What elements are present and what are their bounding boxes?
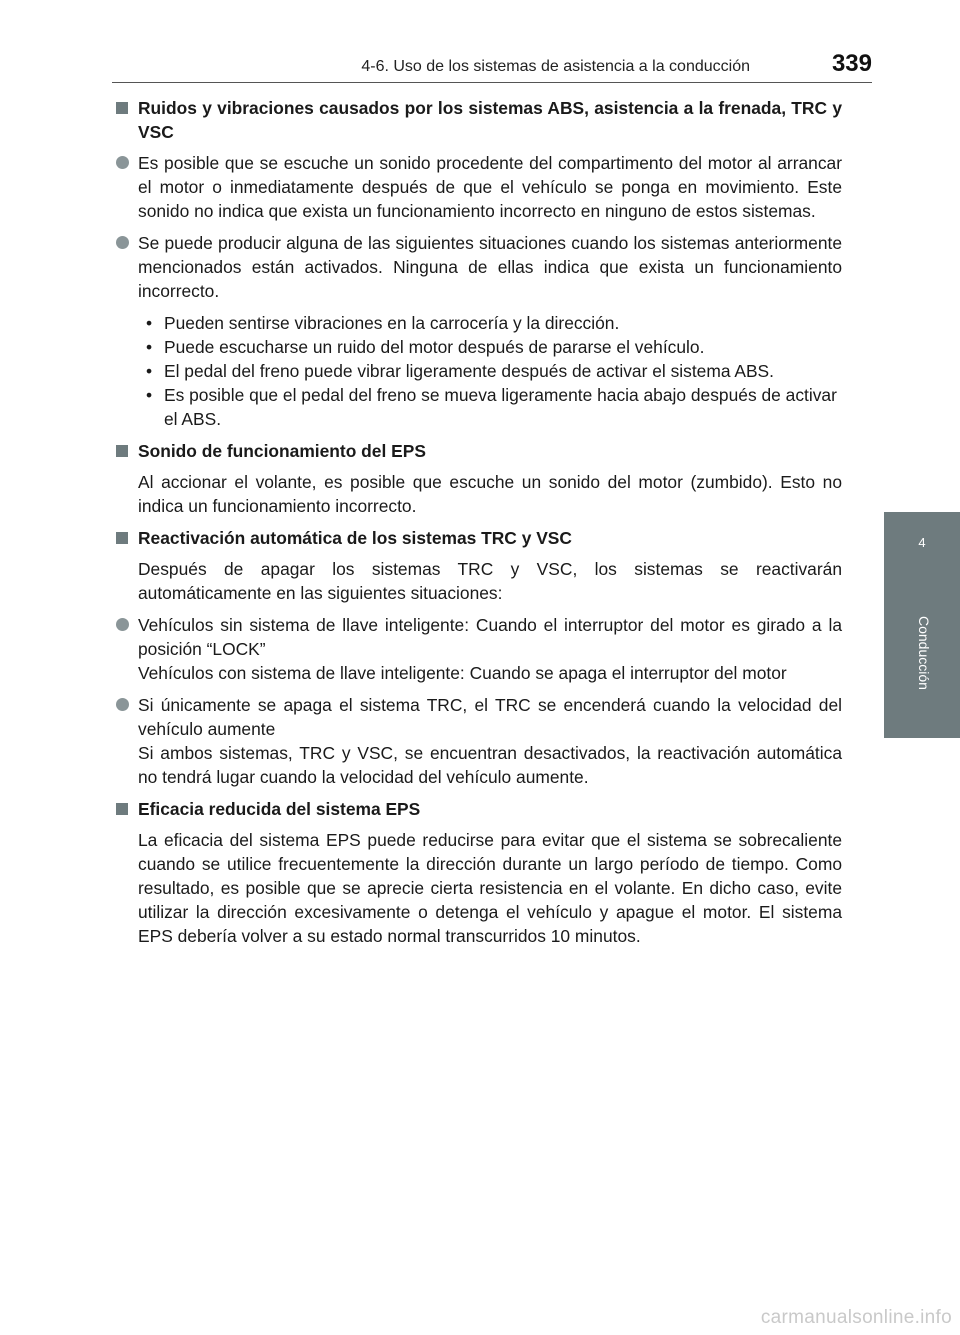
watermark: carmanualsonline.info — [760, 1307, 952, 1328]
section-heading-text: Reactivación automática de los sistemas TRC y VSC — [138, 528, 572, 548]
section-noise — [112, 96, 842, 431]
main-content — [112, 96, 842, 956]
list-item — [112, 613, 842, 685]
sub-list-item: • El pedal del freno puede vibrar ligeramente después de activar el sistema ABS. — [138, 359, 842, 383]
square-bullet-icon — [116, 102, 128, 114]
header-divider — [112, 82, 872, 83]
sub-list-item: • Pueden sentirse vibraciones en la carrocería y la dirección. — [138, 311, 842, 335]
paragraph: Después de apagar los sistemas TRC y VSC, los sistemas se reactivarán automáticamente en las siguientes situaciones: — [138, 559, 842, 603]
list-item — [112, 151, 842, 223]
section-heading — [112, 96, 842, 144]
list-item — [112, 231, 842, 303]
list-item — [112, 693, 842, 789]
list-item-text: Vehículos sin sistema de llave inteligente: Cuando el interruptor del motor es girado a la posición “LOCK” — [138, 615, 842, 659]
paragraph: Al accionar el volante, es posible que escuche un sonido del motor (zumbido). Esto no indica un funcionamiento incorrecto. — [138, 472, 842, 516]
section-heading — [112, 797, 842, 821]
list-item-text: Si únicamente se apaga el sistema TRC, el TRC se encenderá cuando la velocidad del vehículo aumente — [138, 695, 842, 739]
section-heading — [112, 526, 842, 550]
chapter-label: Conducción — [916, 616, 932, 690]
chapter-tab — [884, 512, 960, 738]
section-reactivation — [112, 526, 842, 789]
square-bullet-icon — [116, 445, 128, 457]
chapter-number: 4 — [918, 535, 926, 550]
circle-bullet-icon — [116, 618, 129, 631]
sub-list-item: • Puede escucharse un ruido del motor después de pararse el vehículo. — [138, 335, 842, 359]
circle-bullet-icon — [116, 156, 129, 169]
section-heading-text: Eficacia reducida del sistema EPS — [138, 799, 421, 819]
list-item-text: Se puede producir alguna de las siguientes situaciones cuando los sistemas anteriormente mencionados están activados. Ninguna de ellas indica que exista un funcionamiento incorrecto. — [138, 233, 842, 301]
paragraph: La eficacia del sistema EPS puede reducirse para evitar que el sistema se sobrecaliente cuando se utilice frecuentemente la dirección durante un largo período de tiempo. Como resultado, es posible que se aprecie cierta resistencia en el volante. En dicho caso, evite utilizar la dirección excesivamente o detenga el vehículo y apague el motor. El sistema EPS debería volver a su estado normal transcurridos 10 minutos. — [138, 830, 842, 946]
section-eps-efficacy — [112, 797, 842, 948]
sub-list-item: • Es posible que el pedal del freno se mueva ligeramente hacia abajo después de activar el ABS. — [138, 383, 842, 431]
section-heading-text: Ruidos y vibraciones causados por los sistemas ABS, asistencia a la frenada, TRC y VSC — [138, 98, 842, 142]
list-item-text: Si ambos sistemas, TRC y VSC, se encuentran desactivados, la reactivación automática no tendrá lugar cuando la velocidad del vehículo aumente. — [138, 743, 842, 787]
section-title: 4-6. Uso de los sistemas de asistencia a la conducción — [361, 58, 750, 75]
list-item-text: Es posible que se escuche un sonido procedente del compartimento del motor al arrancar el motor o inmediatamente después de que el vehículo se ponga en movimiento. Este sonido no indica que exista un funcionamiento incorrecto en ninguno de estos sistemas. — [138, 153, 842, 221]
section-heading — [112, 439, 842, 463]
page-header — [0, 0, 960, 86]
section-eps-sound — [112, 439, 842, 518]
sub-list — [138, 311, 842, 431]
square-bullet-icon — [116, 803, 128, 815]
list-item-text: Vehículos con sistema de llave inteligente: Cuando se apaga el interruptor del motor — [138, 663, 787, 683]
page-number: 339 — [831, 50, 872, 77]
circle-bullet-icon — [116, 236, 129, 249]
square-bullet-icon — [116, 532, 128, 544]
circle-bullet-icon — [116, 698, 129, 711]
section-heading-text: Sonido de funcionamiento del EPS — [138, 441, 426, 461]
